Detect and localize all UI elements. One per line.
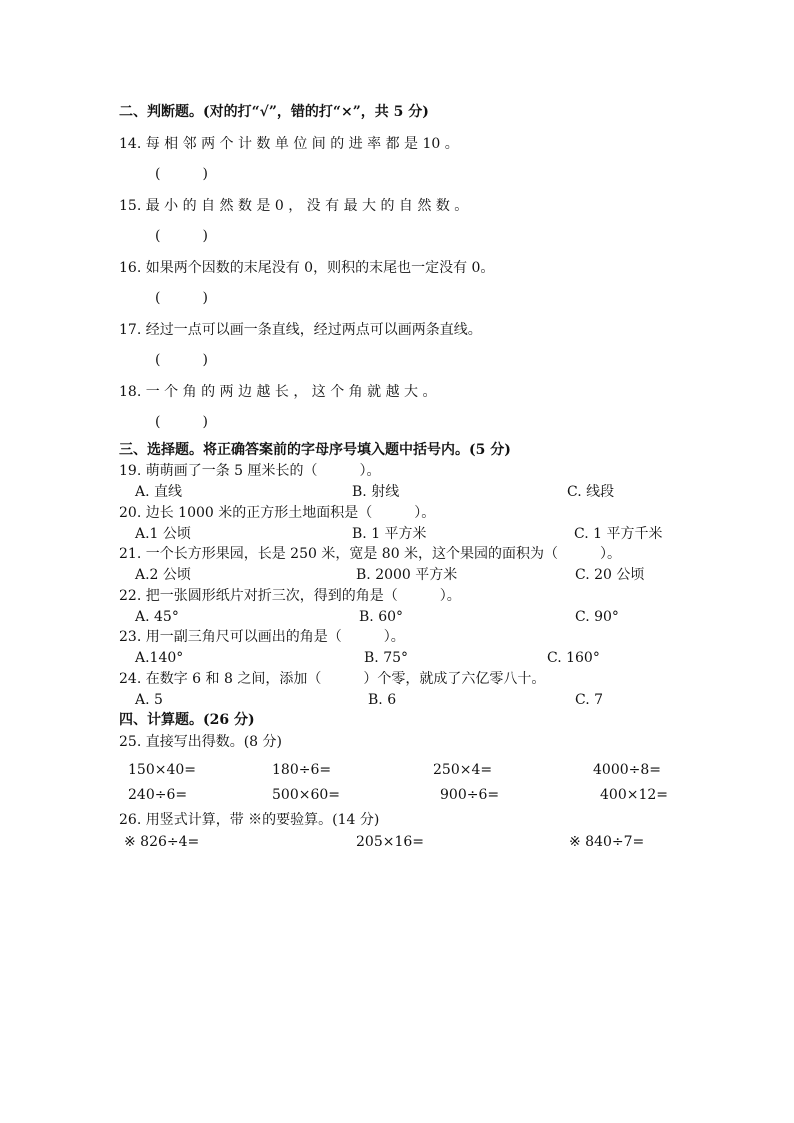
option-19-b: B. 射线: [352, 484, 400, 500]
option-24-c: C. 7: [575, 692, 604, 708]
question-21: 21. 一个长方形果园，长是 250 米，宽是 80 米，这个果园的面积为（ ）。: [119, 546, 622, 562]
calc-item: 240÷6=: [128, 787, 188, 803]
option-21-a: A.2 公顷: [135, 567, 191, 583]
option-20-c: C. 1 平方千米: [574, 526, 663, 542]
option-24-a: A. 5: [135, 692, 163, 708]
section4-title: 四、计算题。(26 分): [119, 712, 255, 728]
calc-item: 400×12=: [600, 787, 668, 803]
option-24-b: B. 6: [368, 692, 397, 708]
option-22-a: A. 45°: [135, 609, 179, 625]
option-20-b: B. 1 平方米: [352, 526, 427, 542]
option-23-c: C. 160°: [547, 650, 600, 666]
option-21-b: B. 2000 平方米: [356, 567, 458, 583]
section3-title: 三、选择题。将正确答案前的字母序号填入题中括号内。(5 分): [119, 442, 511, 458]
question-26: 26. 用竖式计算，带 ※的要验算。(14 分): [119, 812, 380, 828]
section2-title: 二、判断题。(对的打“√”，错的打“×”，共 5 分): [119, 104, 429, 120]
option-22-b: B. 60°: [359, 609, 404, 625]
question-17: 17. 经过一点可以画一条直线，经过两点可以画两条直线。: [119, 322, 482, 338]
option-23-b: B. 75°: [364, 650, 409, 666]
option-19-c: C. 线段: [567, 484, 615, 500]
question-15: 15. 最 小 的 自 然 数 是 0 ， 没 有 最 大 的 自 然 数 。: [119, 198, 469, 214]
question-25: 25. 直接写出得数。(8 分): [119, 734, 282, 750]
question-20: 20. 边长 1000 米的正方形土地面积是（ ）。: [119, 505, 436, 521]
option-21-c: C. 20 公顷: [575, 567, 645, 583]
calc-item: 900÷6=: [440, 787, 500, 803]
option-20-a: A.1 公顷: [135, 526, 191, 542]
calc-item: 150×40=: [128, 762, 196, 778]
question-24: 24. 在数字 6 和 8 之间，添加（ ）个零，就成了六亿零八十。: [119, 671, 546, 687]
answer-paren-15[interactable]: ( ): [155, 228, 208, 244]
option-22-c: C. 90°: [575, 609, 619, 625]
calc-item: ※ 826÷4=: [124, 834, 200, 850]
answer-paren-16[interactable]: ( ): [155, 290, 208, 306]
answer-paren-18[interactable]: ( ): [155, 414, 208, 430]
option-23-a: A.140°: [135, 650, 184, 666]
question-18: 18. 一 个 角 的 两 边 越 长 ， 这 个 角 就 越 大 。: [119, 384, 437, 400]
calc-item: 500×60=: [272, 787, 340, 803]
calc-item: 4000÷8=: [593, 762, 661, 778]
calc-item: 250×4=: [433, 762, 493, 778]
question-23: 23. 用一副三角尺可以画出的角是（ ）。: [119, 629, 405, 645]
question-19: 19. 萌萌画了一条 5 厘米长的（ ）。: [119, 463, 381, 479]
calc-item: 180÷6=: [272, 762, 332, 778]
calc-item: 205×16=: [356, 834, 424, 850]
answer-paren-14[interactable]: ( ): [155, 166, 208, 182]
answer-paren-17[interactable]: ( ): [155, 352, 208, 368]
question-14: 14. 每 相 邻 两 个 计 数 单 位 间 的 进 率 都 是 10 。: [119, 136, 459, 152]
question-22: 22. 把一张圆形纸片对折三次，得到的角是（ ）。: [119, 588, 461, 604]
option-19-a: A. 直线: [135, 484, 183, 500]
calc-item: ※ 840÷7=: [569, 834, 645, 850]
question-16: 16. 如果两个因数的末尾没有 0，则积的末尾也一定没有 0。: [119, 260, 495, 276]
